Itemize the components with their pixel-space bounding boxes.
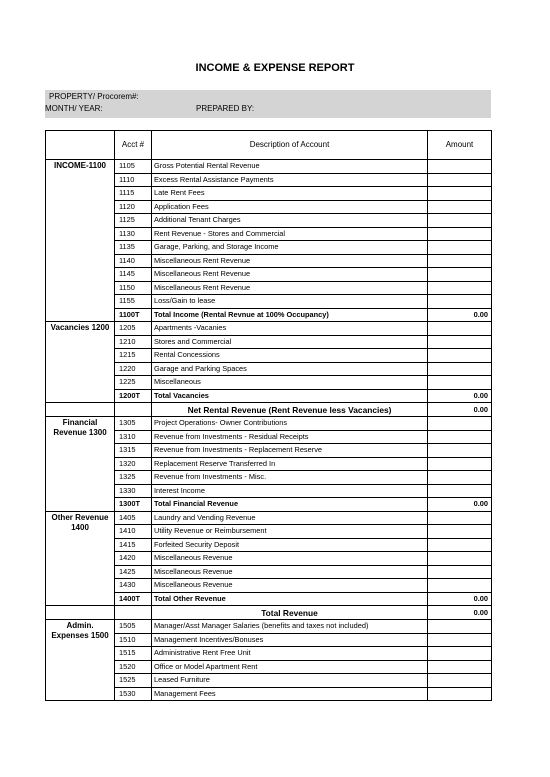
description-cell: Utility Revenue or Reimbursement bbox=[152, 525, 428, 539]
total-acct-cell: 1400T bbox=[115, 592, 152, 606]
description-cell: Miscellaneous Revenue bbox=[152, 579, 428, 593]
acct-cell: 1135 bbox=[115, 241, 152, 255]
total-amount-cell: 0.00 bbox=[428, 308, 492, 322]
description-cell: Stores and Commercial bbox=[152, 335, 428, 349]
category-header-cell bbox=[46, 131, 115, 160]
acct-cell: 1520 bbox=[115, 660, 152, 674]
table-row bbox=[46, 620, 492, 634]
amount-cell[interactable] bbox=[428, 322, 492, 336]
description-cell: Gross Potential Rental Revenue bbox=[152, 160, 428, 174]
description-cell: Management Incentives/Bonuses bbox=[152, 633, 428, 647]
description-cell: Administrative Rent Free Unit bbox=[152, 647, 428, 661]
amount-cell[interactable] bbox=[428, 579, 492, 593]
description-cell: Miscellaneous Revenue bbox=[152, 552, 428, 566]
description-cell: Laundry and Vending Revenue bbox=[152, 511, 428, 525]
description-cell: Rental Concessions bbox=[152, 349, 428, 363]
amount-cell[interactable] bbox=[428, 444, 492, 458]
amount-cell[interactable] bbox=[428, 457, 492, 471]
total-description-cell: Total Other Revenue bbox=[152, 592, 428, 606]
amount-cell[interactable] bbox=[428, 173, 492, 187]
acct-cell: 1130 bbox=[115, 227, 152, 241]
summary-row bbox=[46, 606, 492, 620]
description-cell: Miscellaneous bbox=[152, 376, 428, 390]
summary-blank-cell bbox=[115, 403, 152, 417]
amount-cell[interactable] bbox=[428, 674, 492, 688]
acct-cell: 1430 bbox=[115, 579, 152, 593]
description-cell: Apartments -Vacanies bbox=[152, 322, 428, 336]
amount-cell[interactable] bbox=[428, 227, 492, 241]
table-row bbox=[46, 511, 492, 525]
amount-cell[interactable] bbox=[428, 241, 492, 255]
acct-cell: 1150 bbox=[115, 281, 152, 295]
description-cell: Miscellaneous Rent Revenue bbox=[152, 281, 428, 295]
table-row bbox=[46, 322, 492, 336]
acct-cell: 1530 bbox=[115, 687, 152, 701]
acct-cell: 1420 bbox=[115, 552, 152, 566]
acct-cell: 1415 bbox=[115, 538, 152, 552]
total-acct-cell: 1300T bbox=[115, 498, 152, 512]
amount-cell[interactable] bbox=[428, 281, 492, 295]
table-header-row bbox=[46, 131, 492, 160]
description-header: Description of Account bbox=[152, 131, 428, 160]
income-expense-table bbox=[45, 130, 492, 701]
description-cell: Garage and Parking Spaces bbox=[152, 362, 428, 376]
acct-cell: 1405 bbox=[115, 511, 152, 525]
acct-cell: 1315 bbox=[115, 444, 152, 458]
total-acct-cell: 1200T bbox=[115, 389, 152, 403]
acct-cell: 1510 bbox=[115, 633, 152, 647]
acct-header: Acct # bbox=[115, 131, 152, 160]
acct-cell: 1115 bbox=[115, 187, 152, 201]
amount-cell[interactable] bbox=[428, 633, 492, 647]
table-row bbox=[46, 417, 492, 431]
acct-cell: 1205 bbox=[115, 322, 152, 336]
total-amount-cell: 0.00 bbox=[428, 498, 492, 512]
acct-cell: 1220 bbox=[115, 362, 152, 376]
description-cell: Revenue from Investments - Replacement Reserve bbox=[152, 444, 428, 458]
acct-cell: 1105 bbox=[115, 160, 152, 174]
amount-cell[interactable] bbox=[428, 647, 492, 661]
amount-cell[interactable] bbox=[428, 376, 492, 390]
description-cell: Miscellaneous Rent Revenue bbox=[152, 268, 428, 282]
category-label: Admin. Expenses 1500 bbox=[46, 620, 115, 701]
description-cell: Application Fees bbox=[152, 200, 428, 214]
category-label: Financial Revenue 1300 bbox=[46, 417, 115, 512]
table-row bbox=[46, 160, 492, 174]
description-cell: Revenue from Investments - Residual Receipts bbox=[152, 430, 428, 444]
acct-cell: 1145 bbox=[115, 268, 152, 282]
total-description-cell: Total Vacancies bbox=[152, 389, 428, 403]
description-cell: Manager/Asst Manager Salaries (benefits and taxes not included) bbox=[152, 620, 428, 634]
description-cell: Management Fees bbox=[152, 687, 428, 701]
amount-cell[interactable] bbox=[428, 430, 492, 444]
amount-cell[interactable] bbox=[428, 687, 492, 701]
amount-cell[interactable] bbox=[428, 214, 492, 228]
description-cell: Project Operations- Owner Contributions bbox=[152, 417, 428, 431]
month-year-label: MONTH/ YEAR: bbox=[45, 104, 103, 113]
description-cell: Garage, Parking, and Storage Income bbox=[152, 241, 428, 255]
amount-cell[interactable] bbox=[428, 335, 492, 349]
amount-cell[interactable] bbox=[428, 484, 492, 498]
amount-cell[interactable] bbox=[428, 349, 492, 363]
description-cell: Miscellaneous Rent Revenue bbox=[152, 254, 428, 268]
description-cell: Late Rent Fees bbox=[152, 187, 428, 201]
acct-cell: 1525 bbox=[115, 674, 152, 688]
description-cell: Forfeited Security Deposit bbox=[152, 538, 428, 552]
description-cell: Interest Income bbox=[152, 484, 428, 498]
property-label: PROPERTY/ Procorem#: bbox=[49, 92, 139, 101]
category-label: INCOME-1100 bbox=[46, 160, 115, 322]
amount-cell[interactable] bbox=[428, 417, 492, 431]
amount-cell[interactable] bbox=[428, 511, 492, 525]
amount-cell[interactable] bbox=[428, 160, 492, 174]
total-acct-cell: 1100T bbox=[115, 308, 152, 322]
amount-cell[interactable] bbox=[428, 552, 492, 566]
amount-cell[interactable] bbox=[428, 268, 492, 282]
amount-cell[interactable] bbox=[428, 620, 492, 634]
acct-cell: 1140 bbox=[115, 254, 152, 268]
summary-blank-cell bbox=[46, 606, 115, 620]
description-cell: Revenue from Investments - Misc. bbox=[152, 471, 428, 485]
amount-cell[interactable] bbox=[428, 660, 492, 674]
total-amount-cell: 0.00 bbox=[428, 389, 492, 403]
category-label: Vacancies 1200 bbox=[46, 322, 115, 403]
acct-cell: 1330 bbox=[115, 484, 152, 498]
summary-description-cell: Net Rental Revenue (Rent Revenue less Vacancies) bbox=[152, 403, 428, 417]
description-cell: Loss/Gain to lease bbox=[152, 295, 428, 309]
acct-cell: 1425 bbox=[115, 565, 152, 579]
summary-blank-cell bbox=[46, 403, 115, 417]
amount-cell[interactable] bbox=[428, 362, 492, 376]
total-amount-cell: 0.00 bbox=[428, 592, 492, 606]
amount-cell[interactable] bbox=[428, 187, 492, 201]
amount-cell[interactable] bbox=[428, 295, 492, 309]
acct-cell: 1320 bbox=[115, 457, 152, 471]
acct-cell: 1225 bbox=[115, 376, 152, 390]
summary-description-cell: Total Revenue bbox=[152, 606, 428, 620]
report-title: INCOME & EXPENSE REPORT bbox=[195, 62, 355, 74]
description-cell: Miscellaneous Revenue bbox=[152, 565, 428, 579]
amount-header: Amount bbox=[428, 131, 492, 160]
total-description-cell: Total Financial Revenue bbox=[152, 498, 428, 512]
acct-cell: 1310 bbox=[115, 430, 152, 444]
summary-amount-cell: 0.00 bbox=[428, 606, 492, 620]
description-cell: Rent Revenue - Stores and Commercial bbox=[152, 227, 428, 241]
prepared-by-label: PREPARED BY: bbox=[196, 104, 255, 113]
description-cell: Leased Furniture bbox=[152, 674, 428, 688]
amount-cell[interactable] bbox=[428, 471, 492, 485]
description-cell: Excess Rental Assistance Payments bbox=[152, 173, 428, 187]
acct-cell: 1155 bbox=[115, 295, 152, 309]
amount-cell[interactable] bbox=[428, 525, 492, 539]
amount-cell[interactable] bbox=[428, 565, 492, 579]
acct-cell: 1110 bbox=[115, 173, 152, 187]
description-cell: Office or Model Apartment Rent bbox=[152, 660, 428, 674]
summary-blank-cell bbox=[115, 606, 152, 620]
amount-cell[interactable] bbox=[428, 538, 492, 552]
amount-cell[interactable] bbox=[428, 254, 492, 268]
acct-cell: 1410 bbox=[115, 525, 152, 539]
description-cell: Replacement Reserve Transferred In bbox=[152, 457, 428, 471]
summary-row bbox=[46, 403, 492, 417]
acct-cell: 1305 bbox=[115, 417, 152, 431]
acct-cell: 1515 bbox=[115, 647, 152, 661]
category-label: Other Revenue 1400 bbox=[46, 511, 115, 606]
acct-cell: 1210 bbox=[115, 335, 152, 349]
acct-cell: 1215 bbox=[115, 349, 152, 363]
amount-cell[interactable] bbox=[428, 200, 492, 214]
acct-cell: 1120 bbox=[115, 200, 152, 214]
total-description-cell: Total Income (Rental Revnue at 100% Occupancy) bbox=[152, 308, 428, 322]
acct-cell: 1125 bbox=[115, 214, 152, 228]
acct-cell: 1325 bbox=[115, 471, 152, 485]
summary-amount-cell: 0.00 bbox=[428, 403, 492, 417]
description-cell: Additional Tenant Charges bbox=[152, 214, 428, 228]
acct-cell: 1505 bbox=[115, 620, 152, 634]
